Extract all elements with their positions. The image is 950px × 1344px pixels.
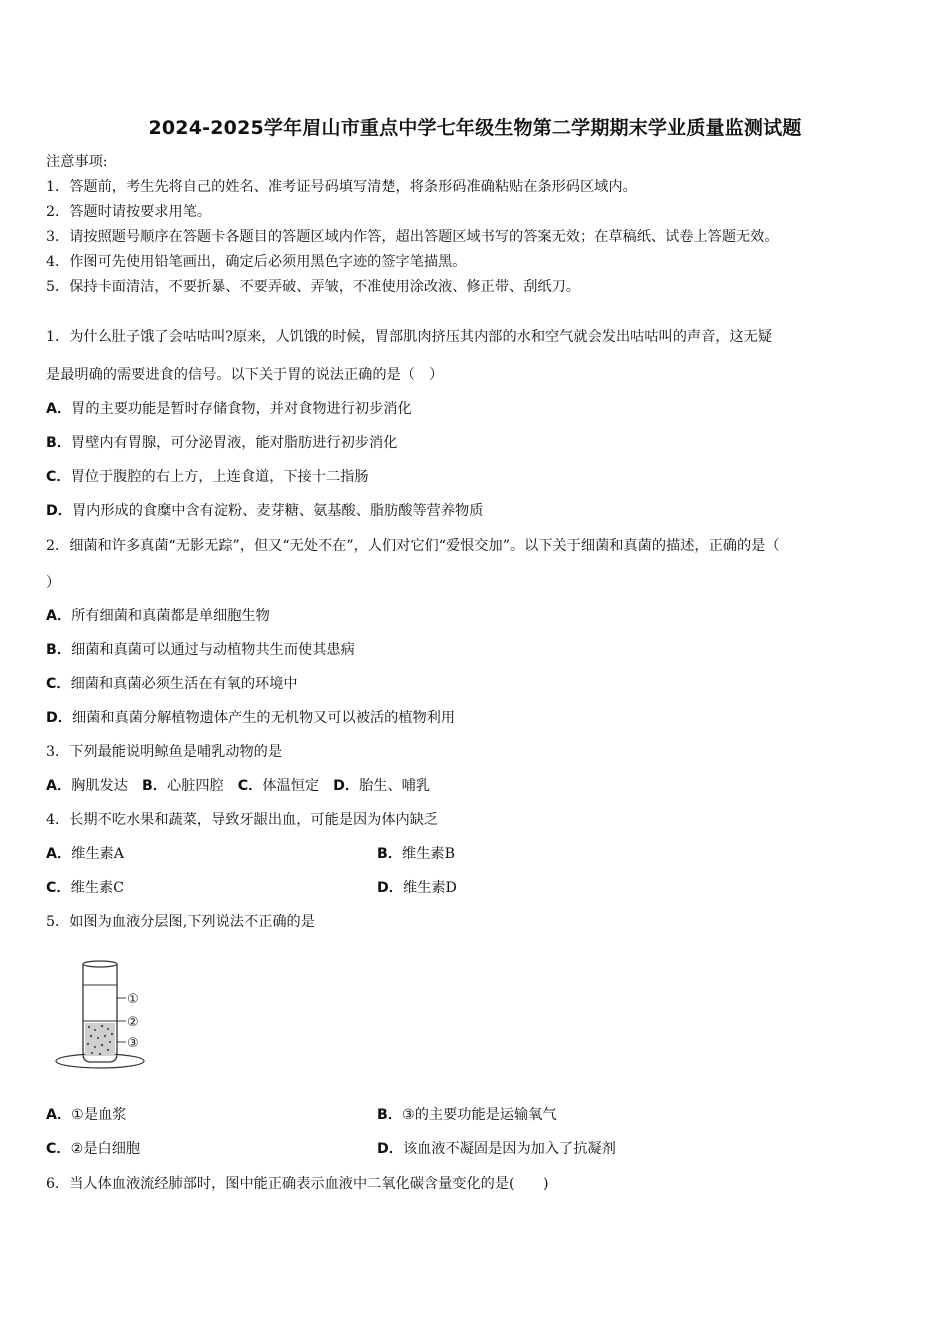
option-text: 体温恒定 (262, 778, 320, 794)
option-text: 胎生、哺乳 (359, 778, 431, 794)
option-label: C． (46, 469, 71, 485)
option-label: C． (237, 778, 263, 794)
q3-stem: 3．下列最能说明鲸鱼是哺乳动物的是 (46, 744, 283, 760)
page-title: 2024-2025学年眉山市重点中学七年级生物第二学期期末学业质量监测试题 (148, 117, 802, 139)
option-label: A． (46, 1107, 72, 1123)
option-label: C． (46, 676, 71, 692)
q5-option-b (377, 1104, 557, 1124)
option-text: ②是白细胞 (70, 1141, 141, 1157)
figure-label-1: ① (127, 992, 139, 1007)
q4-option-b (377, 843, 455, 863)
option-text: 该血液不凝固是因为加入了抗凝剂 (402, 1141, 616, 1157)
q1-option-b (46, 432, 397, 452)
q2-stem-line2: ） (46, 575, 61, 591)
option-text: 胃壁内有胃腺，可分泌胃液，能对脂肪进行初步消化 (71, 435, 398, 451)
option-label: C． (46, 1141, 71, 1157)
option-text: 维生素D (402, 880, 457, 896)
q1-option-d (46, 500, 483, 520)
option-label: B． (377, 846, 403, 862)
notice-item: 2．答题时请按要求用笔。 (46, 204, 212, 220)
option-text: 胸肌发达 (71, 778, 128, 794)
notice-item: 3．请按照题号顺序在答题卡各题目的答题区域内作答，超出答题区域书写的答案无效；在草稿纸、试卷上答题无效。 (46, 229, 779, 245)
q5-option-c (46, 1138, 140, 1158)
option-text: 细菌和真菌可以通过与动植物共生而使其患病 (71, 642, 355, 658)
option-text: 细菌和真菌分解植物遗体产生的无机物又可以被活的植物利用 (71, 710, 456, 726)
option-text: 细菌和真菌必须生活在有氧的环境中 (70, 676, 298, 692)
option-label: B． (141, 778, 167, 794)
q5-option-d (377, 1138, 616, 1158)
q2-option-d (46, 707, 455, 727)
q2-option-a (46, 605, 270, 625)
notice-heading: 注意事项: (46, 154, 108, 170)
option-text: 所有细菌和真菌都是单细胞生物 (71, 608, 270, 624)
q4-stem: 4．长期不吃水果和蔬菜，导致牙龈出血，可能是因为体内缺乏 (46, 812, 439, 828)
option-text: 胃位于腹腔的右上方，上连食道，下接十二指肠 (70, 469, 369, 485)
option-label: A． (46, 846, 72, 862)
option-text: 胃内形成的食糜中含有淀粉、麦芽糖、氨基酸、脂肪酸等营养物质 (71, 503, 484, 519)
figure-label-3: ③ (127, 1036, 139, 1051)
option-label: D． (333, 778, 360, 794)
q2-option-b (46, 639, 355, 659)
option-label: D． (46, 710, 72, 726)
q1-option-c (46, 466, 369, 486)
q4-option-a (46, 843, 124, 863)
option-label: B． (46, 435, 72, 451)
q2-option-c (46, 673, 298, 693)
option-label: D． (377, 1141, 403, 1157)
option-text: ①是血浆 (71, 1107, 127, 1123)
option-label: D． (46, 503, 72, 519)
q5-stem: 5．如图为血液分层图,下列说法不正确的是 (46, 914, 315, 930)
option-text: 维生素A (71, 846, 124, 862)
q3-option-d (333, 778, 430, 794)
q4-option-c (46, 877, 124, 897)
q3-option-b (142, 778, 224, 794)
figure-label-2: ② (127, 1015, 139, 1030)
q1-stem-line2: 是最明确的需要进食的信号。以下关于胃的说法正确的是（ ） (46, 367, 444, 383)
notice-item: 4．作图可先使用铅笔画出，确定后必须用黑色字迹的签字笔描黑。 (46, 254, 467, 270)
blood-layers-figure (50, 950, 160, 1072)
q3-option-c (238, 778, 319, 794)
option-label: D． (377, 880, 403, 896)
option-text: 心脏四腔 (166, 778, 224, 794)
q2-stem-line1: 2．细菌和许多真菌“无影无踪”，但又“无处不在”，人们对它们“爱恨交加”。以下关于细菌和真菌的描述，正确的是（ (46, 538, 780, 554)
option-label: A． (46, 778, 72, 794)
test-tube-rim (83, 961, 117, 967)
option-label: B． (377, 1107, 403, 1123)
option-text: 维生素C (70, 880, 125, 896)
notice-item: 1．答题前，考生先将自己的姓名、准考证号码填写清楚，将条形码准确粘贴在条形码区域内。 (46, 179, 637, 195)
option-text: ③的主要功能是运输氧气 (402, 1107, 557, 1123)
q1-option-a (46, 398, 412, 418)
notice-item: 5．保持卡面清洁，不要折暴、不要弄破、弄皱，不准使用涂改液、修正带、刮纸刀。 (46, 279, 580, 295)
option-label: A． (46, 608, 72, 624)
option-text: 胃的主要功能是暂时存储食物，并对食物进行初步消化 (71, 401, 412, 417)
q6-stem: 6．当人体血液流经肺部时，图中能正确表示血液中二氧化碳含量变化的是( ) (46, 1176, 549, 1192)
q1-stem-line1: 1．为什么肚子饿了会咕咕叫?原来，人饥饿的时候，胃部肌肉挤压其内部的水和空气就会发出咕咕叫的声音，这无疑 (46, 329, 773, 345)
q4-option-d (377, 877, 457, 897)
option-text: 维生素B (402, 846, 456, 862)
option-label: A． (46, 401, 72, 417)
q3-option-a (46, 778, 128, 794)
test-tube-base (56, 1054, 144, 1068)
q3-options (46, 775, 444, 795)
option-label: C． (46, 880, 71, 896)
option-label: B． (46, 642, 72, 658)
q5-option-a (46, 1104, 126, 1124)
